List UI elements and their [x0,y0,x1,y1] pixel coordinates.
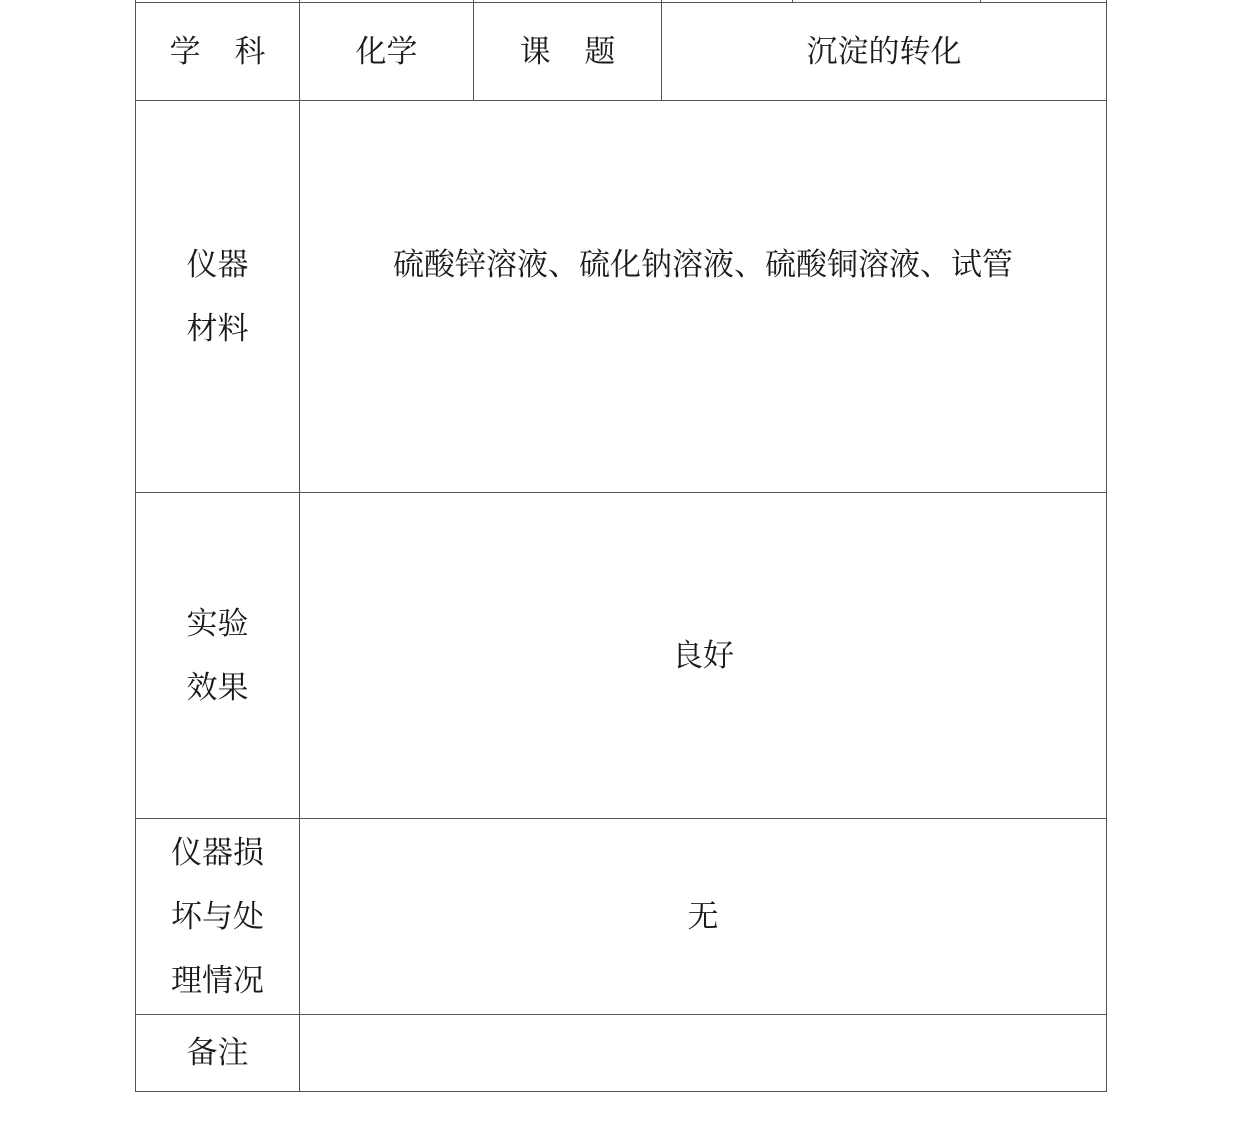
remarks-label: 备注 [186,1035,249,1071]
damage-value: 无 [687,898,719,935]
effect-value: 良好 [672,637,734,674]
table-bottom-border [135,1091,1107,1092]
damage-value-cell [300,819,1106,1014]
subject-value-cell [300,3,473,100]
effect-label: 实验 效果 [186,605,249,706]
topic-label-cell [474,3,661,100]
subject-value: 化学 [355,33,418,70]
materials-value-cell [300,101,1106,429]
materials-label-cell [136,101,299,492]
remarks-label-cell [136,1015,299,1091]
subject-label-cell [136,3,299,100]
damage-label-cell [136,819,299,1014]
table-right-border [1106,0,1107,1092]
damage-label: 仪器损 坏与处 理情况 [171,834,264,999]
topic-value: 沉淀的转化 [806,33,962,70]
effect-value-cell [300,493,1106,818]
remarks-value-cell [300,1015,1106,1091]
materials-value: 硫酸锌溶液、硫化钠溶液、硫酸铜溶液、试管 [393,247,1013,283]
topic-value-cell [662,3,1106,100]
subject-label: 学 科 [169,33,278,70]
effect-label-cell [136,493,299,818]
materials-label: 仪器 材料 [186,246,249,347]
topic-label: 课 题 [519,33,628,70]
